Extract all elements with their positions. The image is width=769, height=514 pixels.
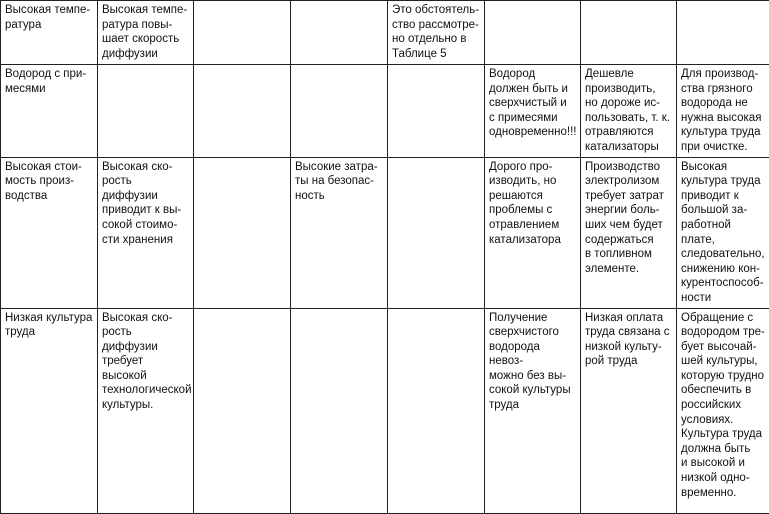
table-cell: Высокая стои- мость произ- водства	[1, 157, 98, 308]
table-cell	[291, 308, 388, 513]
table-cell: Водород должен быть и сверхчистый и с примесями одновременно!!!	[485, 65, 581, 158]
table-row	[1, 1, 769, 65]
table-cell: Высокая темпе- ратура	[1, 1, 98, 65]
table-cell: Производство электролизом требует затрат энергии боль- ших чем будет содержаться в топливном элементе.	[581, 157, 677, 308]
table-cell	[291, 65, 388, 158]
table-cell	[388, 157, 485, 308]
table-cell	[291, 1, 388, 65]
table-cell: Низкая культура труда	[1, 308, 98, 513]
table-row	[1, 65, 769, 158]
table-cell	[194, 157, 291, 308]
table-cell: Для производ- ства грязного водорода не нужна высокая культура труда при очистке.	[677, 65, 769, 158]
table-cell	[194, 65, 291, 158]
table-cell: Получение сверхчистого водорода невоз- можно без вы- сокой культуры труда	[485, 308, 581, 513]
table-cell: Высокая культура труда приводит к большой за- работной плате, следовательно, снижению кон- курентоспособ- ности	[677, 157, 769, 308]
table-cell: Низкая оплата труда связана с низкой культу- рой труда	[581, 308, 677, 513]
table-cell	[98, 65, 194, 158]
table-cell: Обращение с водородом тре- бует высочай- шей культуры, которую трудно обеспечить в российских условиях. Культура труда должна быть и высокой и низкой одно- временно.	[677, 308, 769, 513]
table-cell: Дорого про- изводить, но решаются проблемы с отравлением катализатора	[485, 157, 581, 308]
table-row	[1, 157, 769, 308]
table-cell: Высокая ско- рость диффузии требует высокой технологической культуры.	[98, 308, 194, 513]
table-cell: Дешевле производить, но дороже ис- пользовать, т. к. отравляются катализаторы	[581, 65, 677, 158]
table-cell	[581, 1, 677, 65]
table-cell: Высокая ско- рость диффузии приводит к вы- сокой стоимо- сти хранения	[98, 157, 194, 308]
table-cell	[388, 308, 485, 513]
table-row	[1, 308, 769, 513]
table-cell	[388, 65, 485, 158]
table-cell: Высокие затра- ты на безопас- ность	[291, 157, 388, 308]
table-cell	[485, 1, 581, 65]
table-cell: Высокая темпе- ратура повы- шает скорость диффузии	[98, 1, 194, 65]
table-cell: Водород с при- месями	[1, 65, 98, 158]
table-cell: Это обстоятель- ство рассмотре- но отдельно в Таблице 5	[388, 1, 485, 65]
table-cell	[194, 308, 291, 513]
table-cell	[677, 1, 769, 65]
table-cell	[194, 1, 291, 65]
